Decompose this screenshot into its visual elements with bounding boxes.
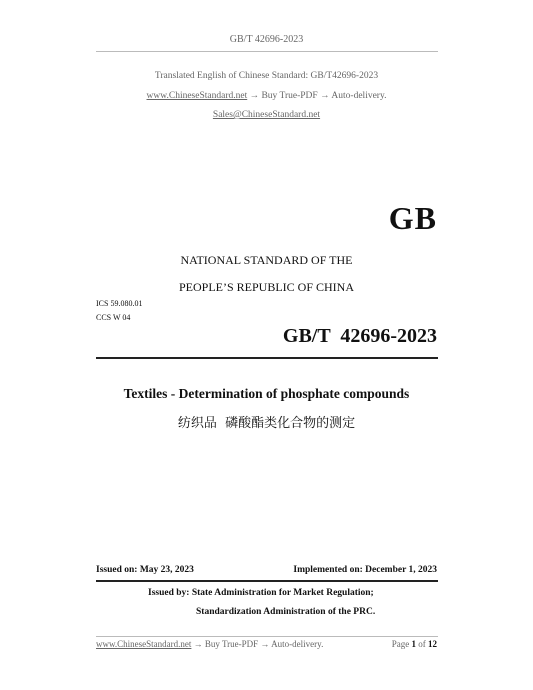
gb-logo: GB xyxy=(388,200,437,236)
footer-site-suffix: → Buy True-PDF → Auto-delivery. xyxy=(191,639,324,649)
issuer-line1: Issued by: State Administration for Market Regulation; xyxy=(148,588,374,598)
dates-rule xyxy=(96,580,438,582)
standard-number: GB/T 42696-2023 xyxy=(282,325,437,347)
ccs-code: CCS W 04 xyxy=(96,313,131,322)
footer-rule xyxy=(96,636,438,637)
ics-code: ICS 59.080.01 xyxy=(96,299,143,308)
issuer-line2: Standardization Administration of the PRC. xyxy=(196,607,376,617)
page-total: 12 xyxy=(428,639,437,649)
title-chinese: 纺织品 磷酸酯类化合物的测定 xyxy=(177,416,356,431)
issued-date: Issued on: May 23, 2023 xyxy=(96,565,194,575)
national-standard-line2: PEOPLE’S REPUBLIC OF CHINA xyxy=(178,280,355,294)
email-link[interactable]: Sales@ChineseStandard.net xyxy=(212,110,321,120)
of-label: of xyxy=(418,639,426,649)
header-rule xyxy=(96,51,438,52)
translation-site-line xyxy=(0,91,533,101)
footer-site-link[interactable]: www.ChineseStandard.net xyxy=(96,639,192,649)
translation-email-line xyxy=(0,110,533,120)
page-indicator xyxy=(392,639,437,649)
translation-line: Translated English of Chinese Standard: GB/T42696-2023 xyxy=(154,71,379,81)
national-standard-line1: NATIONAL STANDARD OF THE xyxy=(180,253,353,267)
footer-site-line xyxy=(96,639,323,649)
title-english: Textiles - Determination of phosphate compounds xyxy=(123,386,410,401)
implemented-date: Implemented on: December 1, 2023 xyxy=(293,565,437,575)
standard-number-rule xyxy=(96,357,438,359)
page-label: Page xyxy=(391,639,410,649)
header-doc-code: GB/T 42696-2023 xyxy=(229,34,304,45)
page-number: 1 xyxy=(411,639,416,649)
site-link[interactable]: www.ChineseStandard.net xyxy=(146,91,248,101)
site-link-suffix: → Buy True-PDF → Auto-delivery. xyxy=(247,91,387,101)
